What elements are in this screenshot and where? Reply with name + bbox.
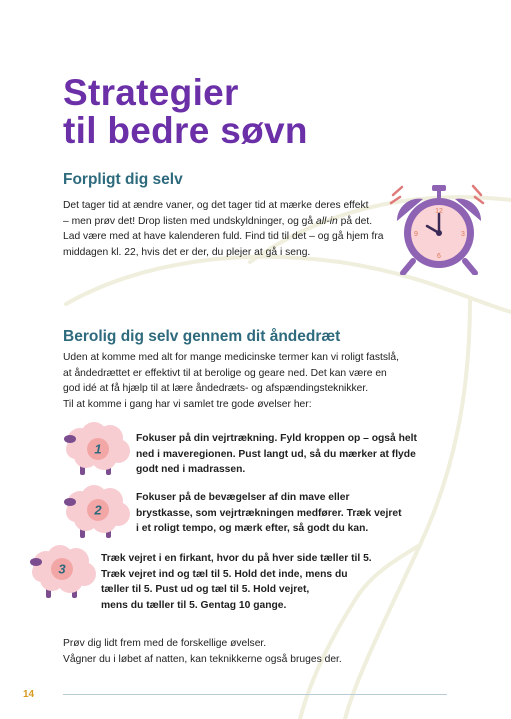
- text-line: tæller til 5. Pust ud og tæl til 5. Hold vejret,: [101, 584, 310, 596]
- text-line: god idé at få hjælp til at lære åndedræts- og afspændingsteknikker.: [63, 383, 369, 395]
- sheep-icon: [62, 421, 134, 477]
- closing-paragraph: [63, 636, 342, 667]
- page-number: 14: [23, 689, 35, 700]
- text-line: i et roligt tempo, og mærk efter, så godt du kan.: [136, 523, 369, 535]
- section-breathing-paragraph: [63, 350, 399, 412]
- text-line: ned i maveregionen. Pust langt ud, så du mærker at flyde: [136, 448, 416, 460]
- sheep-icon: [28, 544, 100, 600]
- exercise-step-1: [136, 431, 417, 478]
- text-line: middagen kl. 22, hvis det er der, du plejer at gå i seng.: [63, 246, 311, 258]
- section-commit-paragraph: [63, 198, 384, 260]
- exercise-step-3: [101, 551, 372, 613]
- title-line-2: til bedre søvn: [63, 110, 308, 151]
- text-line: at åndedrættet er effektivt til at berolige og geare ned. Det kan være en: [63, 367, 387, 379]
- text-line: Til at komme i gang har vi samlet tre gode øvelser her:: [63, 398, 312, 410]
- svg-text:12: 12: [435, 208, 443, 215]
- text-line: mens du tæller til 5. Gentag 10 gange.: [101, 599, 287, 611]
- sheep-icon: [62, 484, 134, 540]
- text-line: Træk vejret ind og tæl til 5. Hold det inde, mens du: [101, 568, 348, 580]
- section-heading-breathing: Berolig dig selv gennem dit åndedræt: [63, 328, 341, 345]
- footer-divider: [63, 694, 447, 695]
- section-heading-commit: Forpligt dig selv: [63, 171, 183, 188]
- italic-phrase: all-in: [315, 215, 338, 227]
- title-line-1: Strategier: [63, 72, 239, 113]
- text-line: Det tager tid at ændre vaner, og det tager tid at mærke deres effekt: [63, 200, 369, 211]
- text-line: Fokuser på de bevægelser af din mave eller: [136, 492, 350, 503]
- svg-text:6: 6: [437, 253, 441, 260]
- svg-text:3: 3: [461, 231, 465, 238]
- text-line: Vågner du i løbet af natten, kan teknikkerne også bruges der.: [63, 653, 342, 665]
- text-line: Prøv dig lidt frem med de forskellige øvelser.: [63, 638, 267, 649]
- page-title: [63, 74, 308, 150]
- step-number: 1: [94, 441, 102, 457]
- step-number: 3: [58, 561, 66, 577]
- svg-text:9: 9: [414, 231, 418, 238]
- text-line: – men prøv det! Drop listen med undskyldninger, og gå all-in på det.: [63, 215, 373, 227]
- alarm-clock-icon: [383, 183, 495, 275]
- exercise-step-2: [136, 490, 402, 537]
- text-line: Lad være med at have kalenderen fuld. Find tid til det – og gå hjem fra: [63, 231, 384, 243]
- text-line: brystkasse, som vejrtrækningen medfører. Træk vejret: [136, 507, 402, 519]
- text-line: godt ned i madrassen.: [136, 464, 246, 476]
- step-number: 2: [94, 502, 102, 518]
- text-line: Uden at komme med alt for mange medicinske termer kan vi roligt fastslå,: [63, 352, 399, 363]
- text-line: Fokuser på din vejrtrækning. Fyld kroppen op – også helt: [136, 433, 417, 444]
- text-line: Træk vejret i en firkant, hvor du på hver side tæller til 5.: [101, 553, 372, 564]
